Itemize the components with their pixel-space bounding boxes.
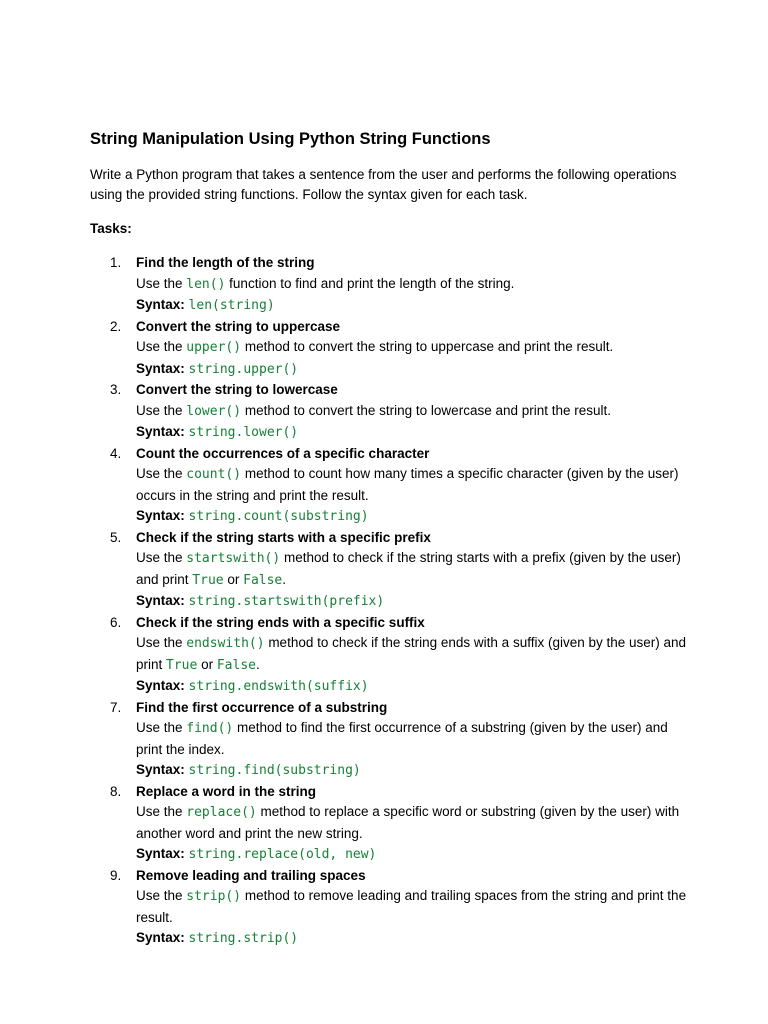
- task-description: [136, 337, 690, 359]
- task-number: 4.: [110, 445, 122, 461]
- task-item: [90, 866, 690, 950]
- desc-text: Use the: [136, 888, 187, 903]
- syntax-code: len(string): [188, 298, 275, 313]
- task-number: 1.: [110, 255, 122, 270]
- desc-text: method to convert the string to lowercase and print the result.: [241, 402, 612, 418]
- syntax-line: [136, 506, 690, 528]
- syntax-line: [136, 928, 690, 950]
- function-code: startswith(): [186, 551, 281, 566]
- desc-text: method to check if the string ends with a suffix (given by the user) and print: [136, 635, 687, 672]
- desc-text: function to find and print the length of the string.: [225, 275, 515, 291]
- syntax-label: Syntax:: [136, 593, 185, 608]
- desc-text: or: [223, 571, 244, 587]
- function-code: upper(): [186, 340, 242, 355]
- desc-text: method to check if the string starts with a prefix (given by the user) and print: [136, 550, 681, 587]
- false-code: False: [243, 572, 283, 588]
- task-description: [136, 633, 690, 676]
- task-list: [90, 253, 690, 950]
- syntax-label: Syntax:: [136, 360, 185, 376]
- syntax-label: Syntax:: [136, 762, 185, 777]
- desc-text: Use the: [136, 635, 187, 650]
- desc-text: Use the: [136, 550, 187, 565]
- task-description: [136, 274, 690, 296]
- syntax-line: [136, 359, 690, 381]
- task-item: [90, 317, 690, 381]
- task-item: [90, 528, 690, 613]
- desc-text: Use the: [136, 402, 187, 418]
- intro-paragraph: Write a Python program that takes a sentence from the user and performs the following operations using the provided string functions. Follow the syntax given for each task.: [90, 167, 677, 202]
- true-code: True: [192, 572, 224, 588]
- desc-text: method to find the first occurrence of a substring (given by the user) and print the index.: [136, 720, 668, 757]
- task-title: Convert the string to uppercase: [136, 318, 341, 334]
- syntax-label: Syntax:: [136, 846, 185, 861]
- syntax-code: string.lower(): [188, 425, 299, 440]
- function-code: lower(): [186, 403, 242, 419]
- task-title: Convert the string to lowercase: [136, 382, 338, 397]
- task-title: Count the occurrences of a specific character: [136, 445, 430, 461]
- function-code: endswith(): [186, 636, 265, 651]
- task-number: 3.: [110, 382, 122, 397]
- task-number: 5.: [110, 529, 122, 545]
- task-item: [90, 444, 690, 528]
- task-title: Check if the string starts with a specific prefix: [136, 529, 431, 545]
- desc-text: Use the: [136, 466, 187, 481]
- task-number: 2.: [110, 318, 122, 334]
- syntax-code: string.replace(old, new): [188, 847, 377, 862]
- desc-text: Use the: [136, 275, 187, 291]
- tasks-heading: Tasks:: [90, 221, 132, 236]
- function-code: replace(): [186, 805, 257, 820]
- desc-text: Use the: [136, 720, 187, 735]
- syntax-label: Syntax:: [136, 508, 185, 523]
- syntax-line: [136, 295, 690, 317]
- desc-text: or: [197, 656, 217, 672]
- desc-text: Use the: [136, 804, 187, 819]
- syntax-line: [136, 676, 690, 698]
- syntax-code: string.endswith(suffix): [188, 679, 369, 694]
- syntax-code: string.find(substring): [188, 763, 361, 778]
- function-code: strip(): [186, 889, 242, 904]
- task-description: [136, 802, 690, 844]
- task-item: [90, 613, 690, 698]
- syntax-line: [136, 844, 690, 866]
- task-item: [90, 253, 690, 317]
- true-code: True: [166, 657, 198, 673]
- task-number: 9.: [110, 867, 122, 883]
- task-number: 6.: [110, 614, 122, 630]
- task-title: Find the length of the string: [136, 255, 315, 270]
- syntax-code: string.strip(): [188, 931, 299, 946]
- function-code: find(): [186, 721, 234, 736]
- page-title: String Manipulation Using Python String Functions: [90, 130, 491, 148]
- syntax-label: Syntax:: [136, 424, 185, 439]
- function-code: count(): [186, 467, 242, 482]
- desc-text: method to replace a specific word or substring (given by the user) with another word and print the new string.: [136, 804, 680, 841]
- syntax-label: Syntax:: [136, 678, 185, 693]
- syntax-label: Syntax:: [136, 930, 185, 945]
- task-number: 8.: [110, 783, 122, 799]
- syntax-label: Syntax:: [136, 297, 185, 312]
- task-title: Remove leading and trailing spaces: [136, 867, 366, 883]
- syntax-line: [136, 760, 690, 782]
- syntax-line: [136, 591, 690, 613]
- task-number: 7.: [110, 699, 122, 715]
- task-item: [90, 782, 690, 866]
- task-title: Check if the string ends with a specific suffix: [136, 614, 425, 630]
- task-description: [136, 886, 690, 928]
- task-description: [136, 718, 690, 760]
- task-title: Find the first occurrence of a substring: [136, 699, 388, 715]
- desc-text: method to count how many times a specific character (given by the user) occurs in the string and print the result.: [136, 466, 679, 503]
- task-item: [90, 380, 690, 444]
- syntax-line: [136, 422, 690, 444]
- function-code: len(): [186, 276, 226, 292]
- document-page: [90, 128, 690, 950]
- task-description: [136, 548, 690, 591]
- task-title: Replace a word in the string: [136, 783, 317, 799]
- desc-text: .: [282, 571, 287, 587]
- syntax-code: string.count(substring): [188, 509, 369, 524]
- desc-text: .: [255, 656, 260, 672]
- false-code: False: [216, 657, 256, 673]
- task-description: [136, 464, 690, 506]
- desc-text: method to convert the string to uppercase and print the result.: [241, 339, 614, 354]
- task-item: [90, 698, 690, 782]
- syntax-code: string.upper(): [188, 361, 299, 377]
- task-description: [136, 401, 690, 423]
- syntax-code: string.startswith(prefix): [188, 594, 385, 609]
- desc-text: method to remove leading and trailing spaces from the string and print the result.: [136, 888, 687, 925]
- desc-text: Use the: [136, 339, 187, 354]
